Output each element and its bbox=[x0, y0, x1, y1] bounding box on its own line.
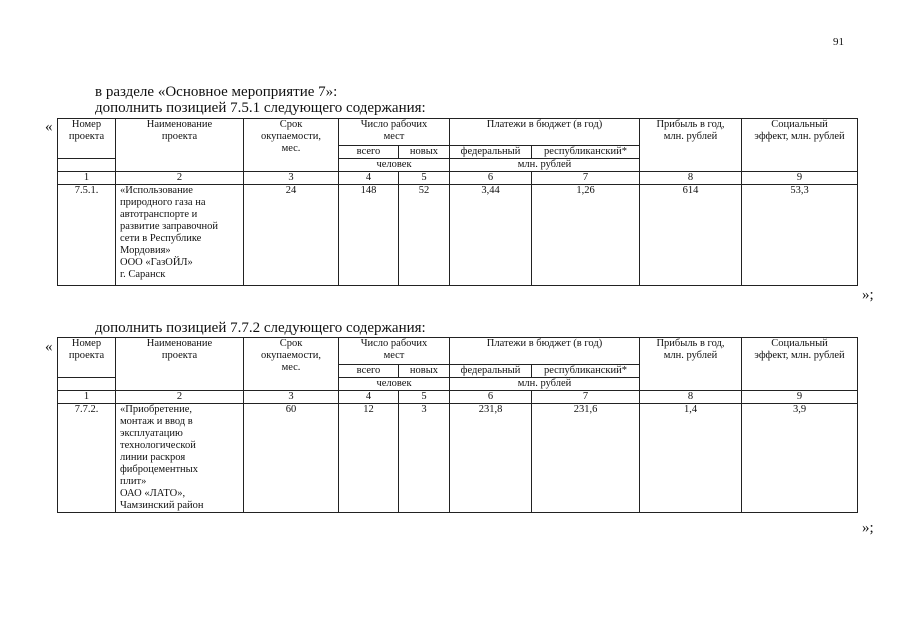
row-payback: 24 bbox=[244, 185, 339, 286]
second-intro: дополнить позицией 7.7.2 следующего содержания: bbox=[95, 320, 426, 336]
quote-open-2: « bbox=[45, 339, 53, 355]
row-social: 53,3 bbox=[742, 185, 858, 286]
row-project-name: «Приобретение, монтаж и ввод в эксплуатацию технологической линии раскроя фиброцементных плит» ОАО «ЛАТО», Чамзинский район bbox=[116, 404, 244, 513]
column-number: 6 bbox=[450, 172, 532, 185]
header-profit: Прибыль в год, млн. рублей bbox=[640, 119, 742, 172]
header-jobs-new: новых bbox=[399, 365, 450, 378]
row-jobs-total: 148 bbox=[339, 185, 399, 286]
header-blank bbox=[58, 378, 116, 391]
column-number: 6 bbox=[450, 391, 532, 404]
row-federal: 231,8 bbox=[450, 404, 532, 513]
column-number: 3 bbox=[244, 172, 339, 185]
column-number: 2 bbox=[116, 172, 244, 185]
row-project-number: 7.5.1. bbox=[58, 185, 116, 286]
row-project-number: 7.7.2. bbox=[58, 404, 116, 513]
header-payments-republic: республиканский* bbox=[532, 146, 640, 159]
header-jobs-total: всего bbox=[339, 365, 399, 378]
intro-line-2: дополнить позицией 7.5.1 следующего содержания: bbox=[95, 100, 426, 116]
column-number: 3 bbox=[244, 391, 339, 404]
column-number: 9 bbox=[742, 172, 858, 185]
header-project-name: Наименование проекта bbox=[116, 119, 244, 172]
header-blank bbox=[58, 159, 116, 172]
header-payments-republic: республиканский* bbox=[532, 365, 640, 378]
column-number: 5 bbox=[399, 172, 450, 185]
column-number: 9 bbox=[742, 391, 858, 404]
header-unit-people: человек bbox=[339, 378, 450, 391]
row-federal: 3,44 bbox=[450, 185, 532, 286]
header-payments: Платежи в бюджет (в год) bbox=[450, 338, 640, 365]
header-social: Социальный эффект, млн. рублей bbox=[742, 338, 858, 391]
column-number: 5 bbox=[399, 391, 450, 404]
page-number: 91 bbox=[833, 36, 844, 48]
column-number: 8 bbox=[640, 172, 742, 185]
row-jobs-new: 52 bbox=[399, 185, 450, 286]
column-number: 4 bbox=[339, 172, 399, 185]
row-profit: 614 bbox=[640, 185, 742, 286]
column-number: 2 bbox=[116, 391, 244, 404]
header-payments-federal: федеральный bbox=[450, 365, 532, 378]
header-payments-federal: федеральный bbox=[450, 146, 532, 159]
project-table-2 bbox=[57, 337, 858, 513]
header-jobs: Число рабочих мест bbox=[339, 338, 450, 365]
quote-close-2: »; bbox=[862, 520, 874, 536]
column-number: 8 bbox=[640, 391, 742, 404]
column-number: 1 bbox=[58, 391, 116, 404]
header-unit-rub: млн. рублей bbox=[450, 159, 640, 172]
column-number: 1 bbox=[58, 172, 116, 185]
header-unit-people: человек bbox=[339, 159, 450, 172]
header-jobs-total: всего bbox=[339, 146, 399, 159]
header-social: Социальный эффект, млн. рублей bbox=[742, 119, 858, 172]
column-number: 4 bbox=[339, 391, 399, 404]
header-payback: Срок окупаемости, мес. bbox=[244, 119, 339, 172]
header-project-number: Номер проекта bbox=[58, 119, 116, 159]
header-profit: Прибыль в год, млн. рублей bbox=[640, 338, 742, 391]
header-jobs: Число рабочих мест bbox=[339, 119, 450, 146]
row-payback: 60 bbox=[244, 404, 339, 513]
intro-line-1: в разделе «Основное мероприятие 7»: bbox=[95, 84, 338, 100]
row-republic: 1,26 bbox=[532, 185, 640, 286]
header-payments: Платежи в бюджет (в год) bbox=[450, 119, 640, 146]
project-table-1 bbox=[57, 118, 858, 286]
quote-open-1: « bbox=[45, 119, 53, 135]
row-republic: 231,6 bbox=[532, 404, 640, 513]
header-project-name: Наименование проекта bbox=[116, 338, 244, 391]
row-profit: 1,4 bbox=[640, 404, 742, 513]
column-number: 7 bbox=[532, 172, 640, 185]
row-project-name: «Использование природного газа на автотранспорте и развитие заправочной сети в Республике Мордовия» ООО «ГазОЙЛ» г. Саранск bbox=[116, 185, 244, 286]
header-unit-rub: млн. рублей bbox=[450, 378, 640, 391]
header-project-number: Номер проекта bbox=[58, 338, 116, 378]
header-payback: Срок окупаемости, мес. bbox=[244, 338, 339, 391]
row-jobs-new: 3 bbox=[399, 404, 450, 513]
quote-close-1: »; bbox=[862, 287, 874, 303]
header-jobs-new: новых bbox=[399, 146, 450, 159]
row-social: 3,9 bbox=[742, 404, 858, 513]
column-number: 7 bbox=[532, 391, 640, 404]
row-jobs-total: 12 bbox=[339, 404, 399, 513]
